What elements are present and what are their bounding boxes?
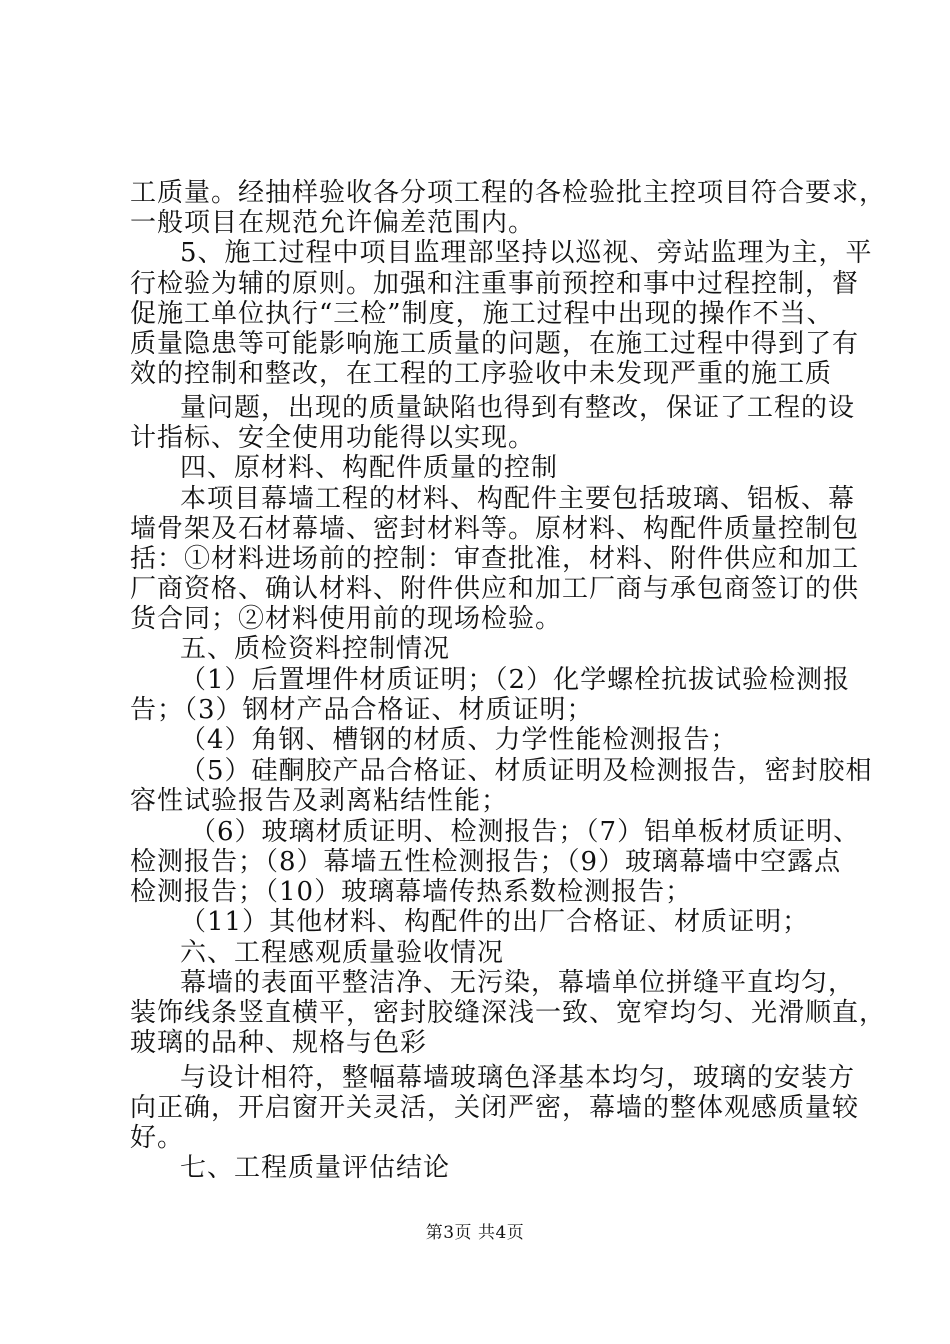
paragraph-line: 量问题，出现的质量缺陷也得到有整改，保证了工程的设 <box>180 393 856 423</box>
paragraph-line: 与设计相符，整幅幕墙玻璃色泽基本均匀，玻璃的安装方 <box>180 1063 856 1093</box>
paragraph-line: （4）角钢、槽钢的材质、力学性能检测报告； <box>180 725 738 755</box>
paragraph-line: 向正确，开启窗开关灵活，关闭严密，幕墙的整体观感质量较 <box>130 1093 860 1123</box>
paragraph-line: 计指标、安全使用功能得以实现。 <box>130 423 536 453</box>
paragraph-line: 货合同；②材料使用前的现场检验。 <box>130 604 563 634</box>
paragraph-line: 5、施工过程中项目监理部坚持以巡视、旁站监理为主，平 <box>180 238 873 268</box>
paragraph-line: 效的控制和整改，在工程的工序验收中未发现严重的施工质 <box>130 359 833 389</box>
paragraph-line: 厂商资格、确认材料、附件供应和加工厂商与承包商签订的供 <box>130 574 860 604</box>
paragraph-line: （1）后置埋件材质证明；（2）化学螺栓抗拔试验检测报 <box>180 665 851 695</box>
paragraph-line: （11）其他材料、构配件的出厂合格证、材质证明； <box>180 907 810 937</box>
paragraph-line: 括：①材料进场前的控制：审查批准，材料、附件供应和加工 <box>130 544 860 574</box>
paragraph-line: 行检验为辅的原则。加强和注重事前预控和事中过程控制，督 <box>130 269 860 299</box>
paragraph-line: 检测报告；（10）玻璃幕墙传热系数检测报告； <box>130 877 693 907</box>
paragraph-line: 墙骨架及石材幕墙、密封材料等。原材料、构配件质量控制包 <box>130 514 860 544</box>
paragraph-line: （5）硅酮胶产品合格证、材质证明及检测报告，密封胶相 <box>180 756 873 786</box>
paragraph-line: 检测报告；（8）幕墙五性检测报告；（9）玻璃幕墙中空露点 <box>130 847 842 877</box>
section-heading: 七、工程质量评估结论 <box>180 1153 451 1183</box>
paragraph-line: 装饰线条竖直横平，密封胶缝深浅一致、宽窄均匀、光滑顺直， <box>130 998 887 1028</box>
paragraph-line: 幕墙的表面平整洁净、无污染，幕墙单位拼缝平直均匀， <box>180 968 856 998</box>
section-heading: 四、原材料、构配件质量的控制 <box>180 453 559 483</box>
section-heading: 五、质检资料控制情况 <box>180 634 451 664</box>
paragraph-line: 一般项目在规范允许偏差范围内。 <box>130 208 536 238</box>
section-heading: 六、工程感观质量验收情况 <box>180 938 505 968</box>
page-number-footer: 第3页 共4页 <box>425 1223 525 1243</box>
paragraph-line: 本项目幕墙工程的材料、构配件主要包括玻璃、铝板、幕 <box>180 484 856 514</box>
paragraph-line: 容性试验报告及剥离粘结性能； <box>130 786 509 816</box>
paragraph-line: 玻璃的品种、规格与色彩 <box>130 1028 428 1058</box>
paragraph-line: （6）玻璃材质证明、检测报告；（7）铝单板材质证明、 <box>190 817 861 847</box>
paragraph-line: 促施工单位执行“三检”制度，施工过程中出现的操作不当、 <box>130 299 834 329</box>
paragraph-line: 质量隐患等可能影响施工质量的问题，在施工过程中得到了有 <box>130 329 860 359</box>
paragraph-line: 工质量。经抽样验收各分项工程的各检验批主控项目符合要求， <box>130 178 887 208</box>
paragraph-line: 好。 <box>130 1123 185 1153</box>
paragraph-line: 告；（3）钢材产品合格证、材质证明； <box>130 695 594 725</box>
